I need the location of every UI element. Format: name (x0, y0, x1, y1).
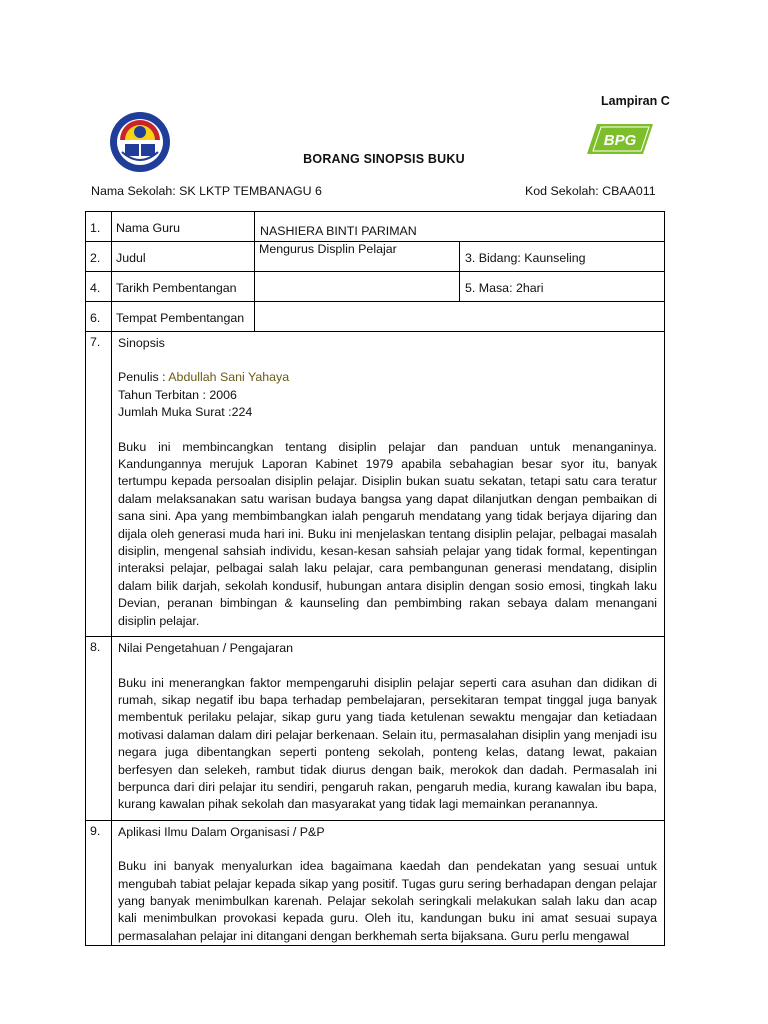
row-number: 1. (86, 212, 112, 242)
row-number: 2. (86, 242, 112, 272)
section-heading: Sinopsis (118, 336, 165, 350)
form-title: BORANG SINOPSIS BUKU (303, 152, 465, 166)
nilai-cell (112, 637, 665, 821)
nama-guru-value: NASHIERA BINTI PARIMAN (255, 212, 665, 242)
nilai-body: Buku ini menerangkan faktor mempengaruhi disiplin pelajar seperti cara asuhan dan didikan di rumah, sikap negatif ibu bapa terhadap pembelajaran, persekitaran tempat tinggal juga banyak membentuk perilaku pelajar, sikap guru yang tiada ketulenan sewaktu mengajar dan ketiadaan motivasi dalaman dalam diri pelajar berkenaan. Selain itu, permasalahan disiplin yang menjadi isu negara juga dibentangkan seperti ponteng sekolah, ponteng kelas, datang lewat, pakaian berfesyen dan selekeh, rambut tidak diurus dengan baik, merokok dan dadah. Permasalah ini berpunca dari diri pelajar itu sendiri, pengaruh rakan, pengaruh media, kurang kawalan ibu bapa, kurang kawalan pihak sekolah dan masyarakat yang tidak lagi memainkan peranannya. (118, 675, 657, 812)
tempat-value (255, 302, 665, 332)
tarikh-value (255, 272, 460, 302)
judul-value: Mengurus Displin Pelajar (255, 242, 460, 272)
row-number: 8. (86, 637, 112, 821)
row-nama-guru (86, 212, 665, 242)
field-label: Tempat Pembentangan (112, 302, 255, 332)
row-nilai (86, 637, 665, 821)
synopsis-form-table (85, 211, 665, 946)
section-heading: Aplikasi Ilmu Dalam Organisasi / P&P (118, 824, 325, 839)
bidang-field: 3. Bidang: Kaunseling (460, 242, 665, 272)
row-number: 9. (86, 820, 112, 945)
sinopsis-cell (112, 332, 665, 637)
sinopsis-body: Buku ini membincangkan tentang disiplin pelajar dan panduan untuk menanganinya. Kandungannya merujuk Laporan Kabinet 1979 apabila sebahagian besar syor itu, banyak tertumpu kepada persoalan disiplin pelajar. Disiplin bukan suatu sekatan, tetapi satu cara teratur dalam melaksanakan satu warisan budaya bangsa yang dapat dilanjutkan dengan pembaikan di sana sini. Apa yang membimbangkan ialah pengaruh mendatang yang tidak berjaya dijaring dan dijala oleh generasi muda hari ini. Buku ini menjelaskan tentang disiplin pelajar, pelbagai masalah disiplin, mengenal sahsiah individu, kesan-kesan sahsiah pelajar yang tidak formal, kepentingan interaksi pelajar, pelbagai salah laku pelajar, cara pembangunan generasi mendatang, disiplin dalam bilik darjah, sekolah kondusif, hubungan antara disiplin dengan sosio emosi, tingkah laku Devian, peranan bimbingan & kaunseling dan pembimbing rakan sebaya dalam menangani disiplin pelajar. (118, 439, 657, 628)
bpg-logo-text: BPG (603, 132, 637, 149)
field-label: Tarikh Pembentangan (112, 272, 255, 302)
section-heading: Nilai Pengetahuan / Pengajaran (118, 641, 293, 656)
author-name: Abdullah Sani Yahaya (168, 370, 290, 385)
row-sinopsis (86, 332, 665, 637)
school-name: Nama Sekolah: SK LKTP TEMBANAGU 6 (91, 184, 322, 198)
row-judul (86, 242, 665, 272)
row-tempat (86, 302, 665, 332)
lampiran-label: Lampiran C (601, 94, 670, 108)
publish-year: Tahun Terbitan : 2006 (118, 387, 237, 402)
row-tarikh (86, 272, 665, 302)
aplikasi-cell (112, 820, 665, 945)
author-line (118, 369, 657, 386)
bpg-logo (587, 122, 653, 156)
row-number: 4. (86, 272, 112, 302)
page-count: Jumlah Muka Surat :224 (118, 405, 253, 420)
aplikasi-body: Buku ini banyak menyalurkan idea bagaimana kaedah dan pendekatan yang sesuai untuk mengubah tabiat pelajar kepada sikap yang positif. Tugas guru sering berhadapan dengan pelajar yang banyak menimbulkan karenah. Pelajar sekolah seringkali melakukan salah laku dan acap kali menimbulkan provokasi kepada guru. Oleh itu, kandungan buku ini amat sesuai supaya permasalahan pelajar ini ditangani dengan berkhemah serta bijaksana. Guru perlu mengawal (118, 859, 657, 943)
row-number: 7. (86, 332, 112, 637)
masa-field: 5. Masa: 2hari (460, 272, 665, 302)
row-number: 6. (86, 302, 112, 332)
field-label: Judul (112, 242, 255, 272)
field-label: Nama Guru (112, 212, 255, 242)
school-code: Kod Sekolah: CBAA011 (525, 184, 656, 198)
author-prefix: Penulis : (118, 370, 169, 385)
row-aplikasi (86, 820, 665, 945)
